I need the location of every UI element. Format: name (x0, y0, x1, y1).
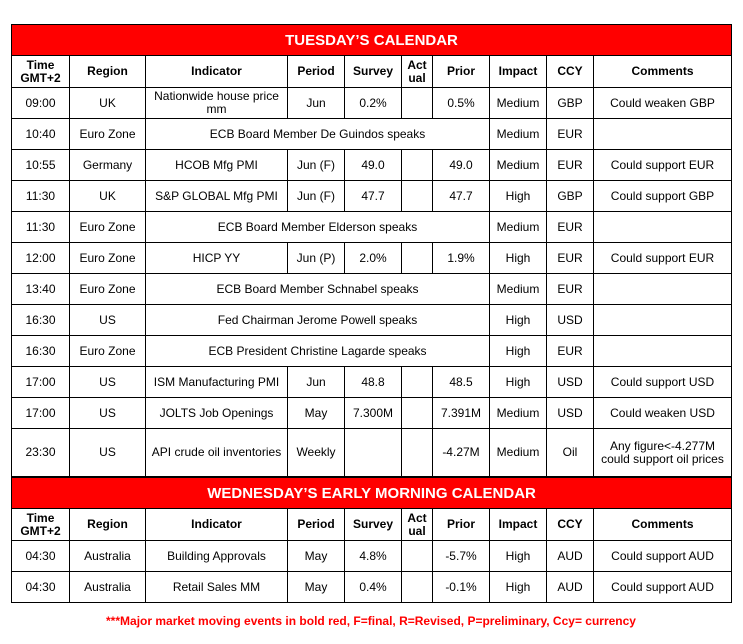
cell-time: 17:00 (12, 367, 70, 398)
cell-prior: -0.1% (433, 572, 490, 603)
cell-impact: High (490, 541, 547, 572)
cell-impact: Medium (490, 88, 547, 119)
header-survey: Survey (345, 56, 402, 88)
cell-survey: 0.2% (345, 88, 402, 119)
cell-actual (402, 150, 433, 181)
cell-actual (402, 398, 433, 429)
table-row (12, 541, 732, 572)
cell-period: May (288, 541, 345, 572)
cell-region: Euro Zone (70, 243, 146, 274)
cell-comments (594, 274, 732, 305)
table-row (12, 336, 732, 367)
cell-impact: Medium (490, 429, 547, 477)
cell-region: Euro Zone (70, 336, 146, 367)
header-impact: Impact (490, 509, 547, 541)
header-impact: Impact (490, 56, 547, 88)
table-row (12, 367, 732, 398)
cell-time: 10:40 (12, 119, 70, 150)
cell-impact: Medium (490, 119, 547, 150)
table-row (12, 212, 732, 243)
table-row (12, 181, 732, 212)
table-row (12, 119, 732, 150)
cell-indicator: ECB Board Member Schnabel speaks (146, 274, 490, 305)
cell-prior: 49.0 (433, 150, 490, 181)
cell-prior: -4.27M (433, 429, 490, 477)
cell-period: Jun (288, 367, 345, 398)
table-row (12, 572, 732, 603)
cell-region: US (70, 398, 146, 429)
cell-comments: Could weaken GBP (594, 88, 732, 119)
calendar-document (11, 24, 731, 603)
cell-indicator: HCOB Mfg PMI (146, 150, 288, 181)
cell-period: May (288, 398, 345, 429)
cell-indicator: S&P GLOBAL Mfg PMI (146, 181, 288, 212)
cell-survey: 48.8 (345, 367, 402, 398)
table-row (12, 150, 732, 181)
cell-time: 09:00 (12, 88, 70, 119)
header-region: Region (70, 56, 146, 88)
tuesday-title: TUESDAY’S CALENDAR (12, 25, 732, 56)
cell-ccy: EUR (547, 243, 594, 274)
cell-period: Jun (288, 88, 345, 119)
cell-impact: Medium (490, 150, 547, 181)
cell-indicator: HICP YY (146, 243, 288, 274)
header-survey: Survey (345, 509, 402, 541)
cell-indicator: Fed Chairman Jerome Powell speaks (146, 305, 490, 336)
header-region: Region (70, 509, 146, 541)
table-row (12, 398, 732, 429)
cell-survey: 7.300M (345, 398, 402, 429)
header-time: Time GMT+2 (12, 56, 70, 88)
header-period: Period (288, 56, 345, 88)
cell-prior: -5.7% (433, 541, 490, 572)
cell-impact: Medium (490, 398, 547, 429)
header-period: Period (288, 509, 345, 541)
cell-period: Jun (F) (288, 150, 345, 181)
cell-region: US (70, 367, 146, 398)
cell-prior: 1.9% (433, 243, 490, 274)
cell-ccy: AUD (547, 572, 594, 603)
cell-comments: Could support EUR (594, 243, 732, 274)
cell-period: Jun (F) (288, 181, 345, 212)
cell-indicator: JOLTS Job Openings (146, 398, 288, 429)
footer-note: ***Major market moving events in bold red, F=final, R=Revised, P=preliminary, Ccy= currency (106, 614, 636, 628)
cell-prior: 47.7 (433, 181, 490, 212)
wednesday-title: WEDNESDAY’S EARLY MORNING CALENDAR (12, 478, 732, 509)
header-comments: Comments (594, 509, 732, 541)
cell-impact: High (490, 305, 547, 336)
cell-indicator: Building Approvals (146, 541, 288, 572)
cell-survey: 47.7 (345, 181, 402, 212)
cell-indicator: ECB Board Member Elderson speaks (146, 212, 490, 243)
cell-region: Euro Zone (70, 274, 146, 305)
cell-actual (402, 572, 433, 603)
cell-period: Weekly (288, 429, 345, 477)
cell-comments: Could support AUD (594, 541, 732, 572)
cell-indicator: ISM Manufacturing PMI (146, 367, 288, 398)
header-prior: Prior (433, 509, 490, 541)
cell-impact: High (490, 181, 547, 212)
cell-comments: Could support AUD (594, 572, 732, 603)
wednesday-table (11, 477, 732, 603)
cell-ccy: EUR (547, 212, 594, 243)
table-row (12, 274, 732, 305)
header-comments: Comments (594, 56, 732, 88)
cell-time: 04:30 (12, 572, 70, 603)
cell-actual (402, 181, 433, 212)
header-time: Time GMT+2 (12, 509, 70, 541)
cell-region: Euro Zone (70, 119, 146, 150)
table-row (12, 243, 732, 274)
cell-time: 23:30 (12, 429, 70, 477)
cell-impact: High (490, 243, 547, 274)
cell-ccy: EUR (547, 274, 594, 305)
cell-impact: High (490, 336, 547, 367)
cell-ccy: USD (547, 398, 594, 429)
cell-comments: Could support USD (594, 367, 732, 398)
cell-period: May (288, 572, 345, 603)
table-row (12, 88, 732, 119)
cell-comments: Could support GBP (594, 181, 732, 212)
cell-time: 11:30 (12, 181, 70, 212)
cell-ccy: Oil (547, 429, 594, 477)
cell-ccy: AUD (547, 541, 594, 572)
cell-indicator: API crude oil inventories (146, 429, 288, 477)
cell-time: 11:30 (12, 212, 70, 243)
cell-ccy: GBP (547, 88, 594, 119)
cell-ccy: EUR (547, 150, 594, 181)
cell-survey: 0.4% (345, 572, 402, 603)
cell-region: Australia (70, 572, 146, 603)
cell-time: 13:40 (12, 274, 70, 305)
cell-impact: Medium (490, 274, 547, 305)
wednesday-header-row (12, 509, 732, 541)
tuesday-table (11, 24, 732, 477)
cell-time: 10:55 (12, 150, 70, 181)
cell-region: UK (70, 181, 146, 212)
header-actual: Act ual (402, 56, 433, 88)
cell-region: UK (70, 88, 146, 119)
table-row (12, 429, 732, 477)
cell-actual (402, 429, 433, 477)
cell-region: US (70, 429, 146, 477)
cell-prior: 0.5% (433, 88, 490, 119)
cell-ccy: GBP (547, 181, 594, 212)
cell-time: 12:00 (12, 243, 70, 274)
cell-time: 16:30 (12, 336, 70, 367)
cell-impact: High (490, 572, 547, 603)
cell-indicator: Nationwide house price mm (146, 88, 288, 119)
cell-comments: Could support EUR (594, 150, 732, 181)
cell-impact: Medium (490, 212, 547, 243)
cell-region: US (70, 305, 146, 336)
cell-region: Germany (70, 150, 146, 181)
tuesday-header-row (12, 56, 732, 88)
cell-comments: Could weaken USD (594, 398, 732, 429)
table-row (12, 305, 732, 336)
cell-survey: 2.0% (345, 243, 402, 274)
cell-actual (402, 367, 433, 398)
cell-survey (345, 429, 402, 477)
cell-comments (594, 336, 732, 367)
cell-time: 17:00 (12, 398, 70, 429)
cell-time: 04:30 (12, 541, 70, 572)
header-prior: Prior (433, 56, 490, 88)
cell-ccy: EUR (547, 119, 594, 150)
cell-survey: 4.8% (345, 541, 402, 572)
header-indicator: Indicator (146, 56, 288, 88)
header-ccy: CCY (547, 56, 594, 88)
header-indicator: Indicator (146, 509, 288, 541)
cell-prior: 48.5 (433, 367, 490, 398)
cell-comments: Any figure<-4.277M could support oil prices (594, 429, 732, 477)
cell-actual (402, 88, 433, 119)
cell-indicator: Retail Sales MM (146, 572, 288, 603)
cell-region: Euro Zone (70, 212, 146, 243)
cell-actual (402, 541, 433, 572)
cell-actual (402, 243, 433, 274)
cell-comments (594, 212, 732, 243)
cell-ccy: USD (547, 305, 594, 336)
cell-comments (594, 305, 732, 336)
cell-prior: 7.391M (433, 398, 490, 429)
cell-comments (594, 119, 732, 150)
cell-indicator: ECB Board Member De Guindos speaks (146, 119, 490, 150)
cell-survey: 49.0 (345, 150, 402, 181)
cell-region: Australia (70, 541, 146, 572)
header-ccy: CCY (547, 509, 594, 541)
cell-ccy: EUR (547, 336, 594, 367)
cell-period: Jun (P) (288, 243, 345, 274)
header-actual: Act ual (402, 509, 433, 541)
cell-impact: High (490, 367, 547, 398)
cell-time: 16:30 (12, 305, 70, 336)
cell-ccy: USD (547, 367, 594, 398)
cell-indicator: ECB President Christine Lagarde speaks (146, 336, 490, 367)
